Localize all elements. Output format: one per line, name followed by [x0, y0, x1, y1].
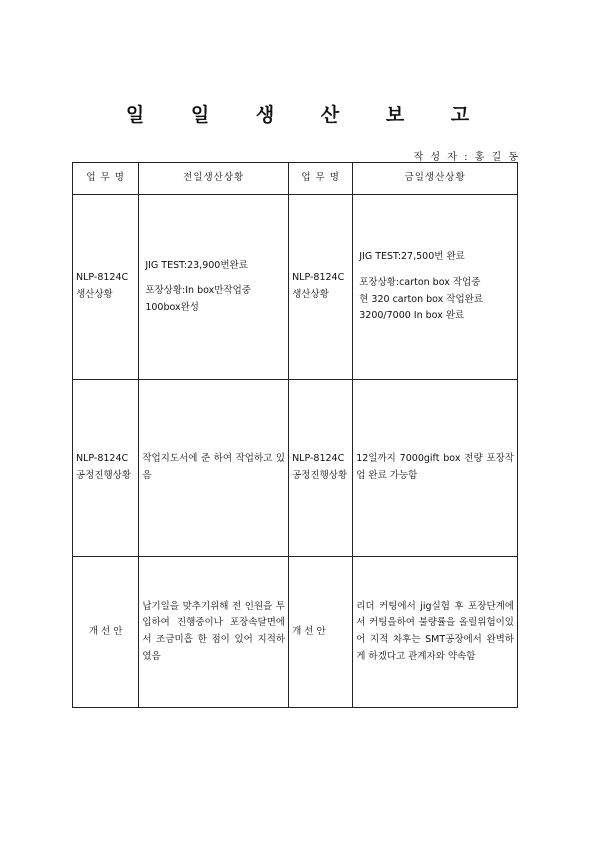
table-header-row [73, 163, 518, 195]
today-status-cell: 리더 커팅에서 jig실험 후 포장단계에서 커팅을하여 불량률을 올릴위험이있어 지적 차후는 SMT공장에서 완벽하게 하겠다고 관계자와 약속함 [353, 557, 518, 708]
task-model: NLP-8124C [292, 272, 345, 284]
header-today-status: 금일생산상황 [353, 163, 518, 195]
table-row-improvement [73, 557, 518, 708]
status-line: 현 320 carton box 작업완료 [359, 293, 484, 305]
author-label: 작 성 자 : 홍 길 동 [413, 152, 520, 163]
header-previous-day-status: 전일생산상황 [139, 163, 289, 195]
production-report-table [72, 162, 518, 708]
task-cell: 개 선 안 [289, 557, 353, 708]
today-status-cell [353, 195, 518, 380]
task-label: 공정진행상황 [292, 470, 348, 481]
status-line: 포장상황:carton box 작업중 [359, 276, 481, 288]
previous-status-cell: 납기일을 맞추기위해 전 인원을 투입하여 진행중이나 포장속달면에서 조금미흡 한 점이 있어 지적하였음 [139, 557, 289, 708]
task-label: 생산상황 [76, 289, 113, 300]
header-task-name-prev: 업 무 명 [73, 163, 139, 195]
document-title: 일 일 생 산 보 고 [125, 104, 490, 126]
header-task-name-today: 업 무 명 [289, 163, 353, 195]
status-line: 포장상황:In box만작업중 [145, 285, 251, 297]
status-line: JIG TEST:23,900번완료 [145, 259, 248, 271]
status-line: JIG TEST:27,500번 완료 [359, 251, 465, 263]
previous-status-cell [139, 195, 289, 380]
task-label: 생산상황 [292, 289, 329, 300]
task-cell [73, 195, 139, 380]
task-cell: 개 선 안 [73, 557, 139, 708]
task-cell [289, 195, 353, 380]
today-status-cell: 12일까지 7000gift box 전량 포장작업 완료 가능함 [353, 380, 518, 557]
task-cell [73, 380, 139, 557]
task-model: NLP-8124C [76, 272, 129, 284]
table-row-process-status [73, 380, 518, 557]
status-line: 3200/7000 In box 완료 [359, 310, 465, 322]
table-row-production-status [73, 195, 518, 380]
previous-status-cell: 작업지도서에 준 하여 작업하고 있음 [139, 380, 289, 557]
task-cell [289, 380, 353, 557]
task-model: NLP-8124C [76, 453, 129, 465]
task-label: 공정진행상황 [76, 470, 132, 481]
task-model: NLP-8124C [292, 453, 345, 465]
status-line: 100box완성 [145, 301, 199, 313]
